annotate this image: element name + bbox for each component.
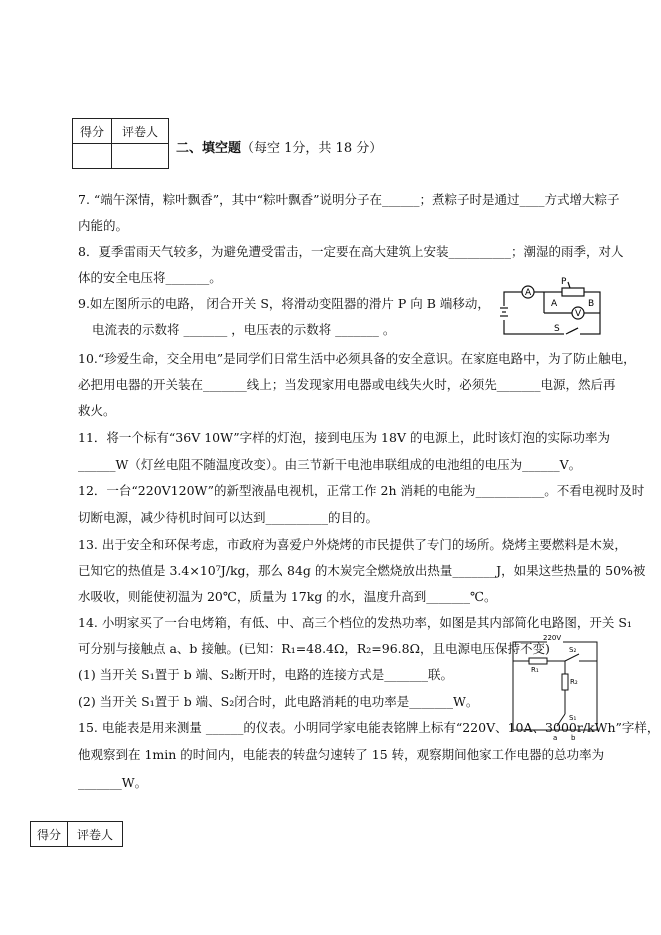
circuit-diagram-q9 <box>496 276 608 342</box>
question-10-line-1: 10.“珍爱生命，交全用电”是同学们日常生活中必须具备的安全意识。在家庭电路中，为了防止触电， <box>78 351 636 366</box>
section-title-note: （每空 1分，共 18 分） <box>241 141 383 156</box>
resistor-r1-label: R₁ <box>531 666 539 674</box>
question-14-line-1: 14. 小明家买了一台电烤箱，有低、中、高三个档位的发热功率，如图是其内部简化电路图，开关 S₁ <box>78 615 632 630</box>
grader-cell[interactable] <box>112 144 169 169</box>
slider-label-p: P <box>561 277 567 287</box>
question-8-line-2: 体的安全电压将_______。 <box>78 270 222 285</box>
grader-header: 评卷人 <box>68 822 123 847</box>
question-12-line-1: 12．一台“220V120W”的新型液晶电视机，正常工作 2h 消耗的电能为___________。不看电视时及时 <box>78 483 645 498</box>
score-table-2 <box>30 821 123 847</box>
question-15-line-3: _______W。 <box>78 775 148 790</box>
terminal-label-a: A <box>551 299 558 309</box>
question-15-line-1: 15. 电能表是用来测量 ______的仪表。小明同学家电能表铭牌上标有“220V、10A、3000r/kWh”字样， <box>78 720 660 735</box>
question-13-line-3: 水吸收，则能使初温为 20℃，质量为 17kg 的水，温度升高到_______℃。 <box>78 589 497 604</box>
question-7-line-1: 7. “端午深情，粽叶飘香”，其中“粽叶飘香”说明分子在______；煮粽子时是通过____方式增大粽子 <box>78 192 620 207</box>
question-10-line-2: 必把用电器的开关装在_______线上；当发现家用电器或电线失火时，必须先_______电源，然后再 <box>78 377 616 392</box>
question-9-line-1: 9.如左图所示的电路， 闭合开关 S，将滑动变阻器的滑片 P 向 B 端移动， <box>78 296 490 311</box>
question-11-line-2: ______W（灯丝电阻不随温度改变）。由三节新干电池串联组成的电池组的电压为______V。 <box>78 457 582 472</box>
ammeter-symbol: A <box>525 288 532 298</box>
switch-s1-label: S₁ <box>569 714 577 722</box>
contact-b-label: b <box>571 734 576 742</box>
voltage-label: 220V <box>543 634 562 642</box>
question-12-line-2: 切断电源，减少待机时间可以达到__________的目的。 <box>78 510 379 525</box>
question-9-line-2: 电流表的示数将 _______ ，电压表的示数将 _______ 。 <box>92 322 396 337</box>
question-14-sub-2: (2) 当开关 S₁置于 b 端、S₂闭合时，此电路消耗的电功率是_______W。 <box>78 694 479 709</box>
contact-a-label: a <box>553 734 558 742</box>
question-13-line-2: 已知它的热值是 3.4×10⁷J/kg，那么 84g 的木炭完全燃烧放出热量_______J，如果这些热量的 50%被 <box>78 563 646 578</box>
circuit-diagram-q14 <box>505 634 605 744</box>
voltmeter-symbol: V <box>575 309 582 319</box>
section-title-main: 二、填空题 <box>176 141 242 156</box>
question-7-line-2: 内能的。 <box>78 218 129 233</box>
switch-label-s: S <box>554 324 560 334</box>
score-header: 得分 <box>73 119 112 144</box>
question-14-sub-1: (1) 当开关 S₁置于 b 端、S₂断开时，电路的连接方式是_______联。 <box>78 667 454 682</box>
question-10-line-3: 救火。 <box>78 403 116 418</box>
section-title <box>176 137 382 156</box>
question-14-line-2: 可分别与接触点 a、b 接触。(已知：R₁=48.4Ω，R₂=96.8Ω，且电源电压保持不变) <box>78 641 550 656</box>
resistor-r2-label: R₂ <box>570 678 578 686</box>
score-table <box>72 118 169 169</box>
question-11-line-1: 11．将一个标有“36V 10W”字样的灯泡，接到电压为 18V 的电源上，此时该灯泡的实际功率为 <box>78 430 610 445</box>
switch-s2-label: S₂ <box>569 646 577 654</box>
grader-header: 评卷人 <box>112 119 169 144</box>
question-15-line-2: 他观察到在 1min 的时间内，电能表的转盘匀速转了 15 转，观察期间他家工作电器的总功率为 <box>78 747 605 762</box>
question-13-line-1: 13. 出于安全和环保考虑，市政府为喜爱户外烧烤的市民提供了专门的场所。烧烤主要燃料是木炭， <box>78 537 627 552</box>
score-header: 得分 <box>31 822 68 847</box>
score-cell[interactable] <box>73 144 112 169</box>
terminal-label-b: B <box>588 299 595 309</box>
question-8-line-1: 8．夏季雷雨天气较多，为避免遭受雷击，一定要在高大建筑上安装__________；潮湿的雨季，对人 <box>78 244 624 259</box>
